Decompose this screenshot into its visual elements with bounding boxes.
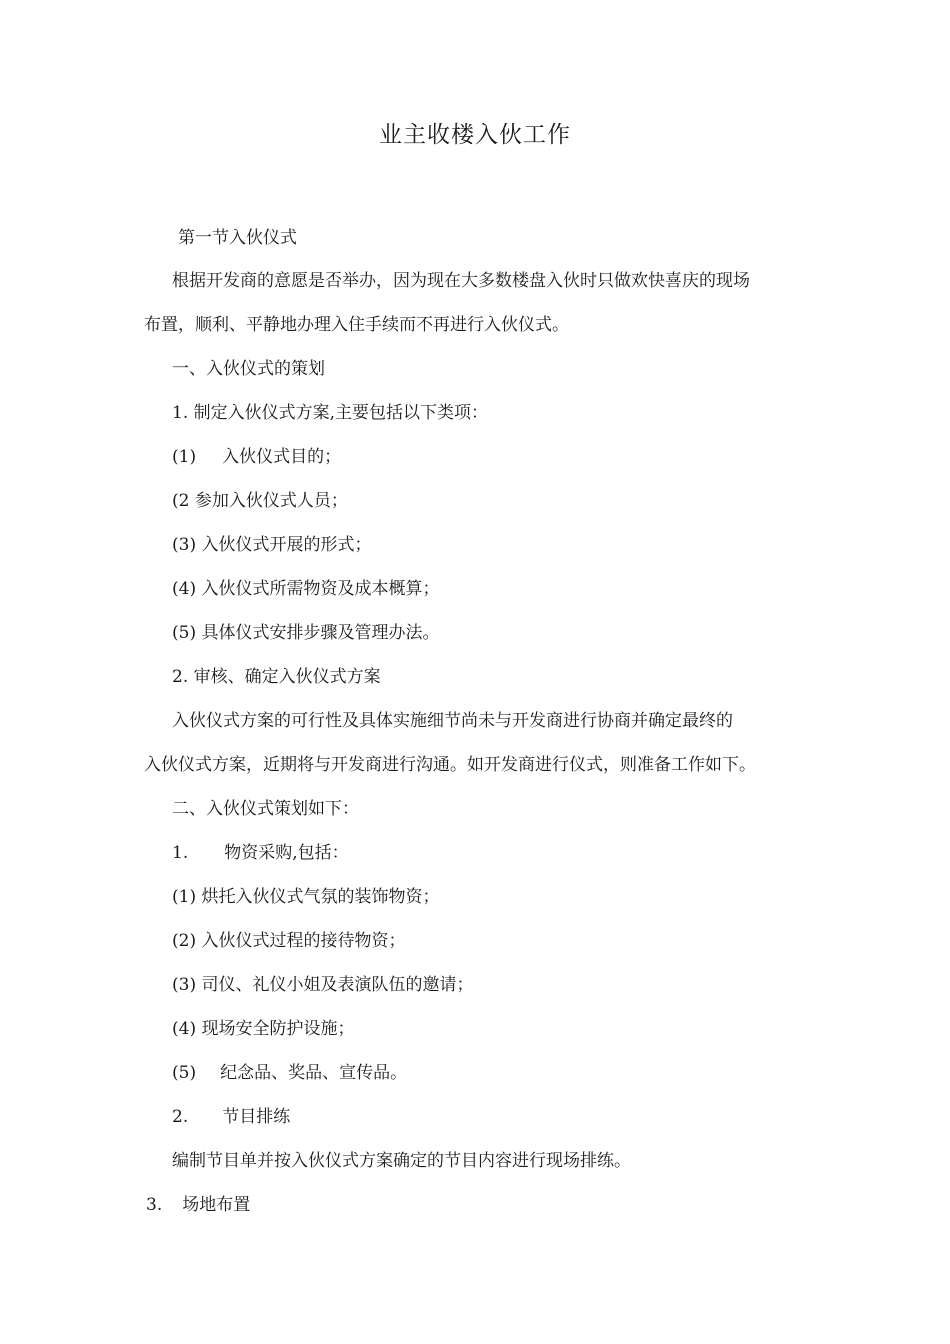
list-item: (2 参加入伙仪式人员；	[172, 491, 348, 511]
paragraph-line: 编制节目单并按入伙仪式方案确定的节目内容进行现场排练。	[172, 1151, 631, 1171]
section-heading: 第一节入伙仪式	[178, 228, 297, 248]
subsection-heading: 二、入伙仪式策划如下：	[172, 799, 359, 819]
list-heading	[146, 1194, 250, 1216]
list-item-marker: (1)	[172, 447, 197, 467]
document-title: 业主收楼入伙工作	[379, 122, 571, 148]
list-heading	[172, 1106, 290, 1128]
list-item: (3) 司仪、礼仪小姐及表演队伍的邀请；	[172, 975, 474, 995]
list-item: (5) 具体仪式安排步骤及管理办法。	[172, 623, 440, 643]
list-item: (3) 入伙仪式开展的形式；	[172, 535, 372, 555]
list-item	[172, 1062, 407, 1084]
list-item-marker: 2.	[172, 1107, 189, 1127]
list-item: (4) 现场安全防护设施；	[172, 1019, 355, 1039]
list-item-text: 节目排练	[222, 1107, 291, 1127]
list-item-marker: 3.	[146, 1195, 163, 1215]
paragraph-line: 根据开发商的意愿是否举办，因为现在大多数楼盘入伙时只做欢快喜庆的现场	[172, 271, 750, 291]
list-item-marker: 1.	[172, 843, 189, 863]
list-heading: 1. 制定入伙仪式方案,主要包括以下类项：	[172, 403, 489, 423]
list-item: (2) 入伙仪式过程的接待物资；	[172, 931, 406, 951]
list-item-text: 物资采购,包括：	[224, 843, 349, 863]
list-item: (4) 入伙仪式所需物资及成本概算；	[172, 579, 440, 599]
list-item-text: 入伙仪式目的；	[222, 447, 342, 467]
list-heading	[172, 842, 349, 864]
list-item	[172, 446, 341, 468]
paragraph-line: 入伙仪式方案，近期将与开发商进行沟通。如开发商进行仪式，则准备工作如下。	[144, 755, 756, 775]
list-heading: 2. 审核、确定入伙仪式方案	[172, 667, 381, 687]
list-item: (1) 烘托入伙仪式气氛的装饰物资；	[172, 887, 440, 907]
list-item-text: 场地布置	[182, 1195, 251, 1215]
paragraph-line: 布置，顺利、平静地办理入住手续而不再进行入伙仪式。	[144, 315, 569, 335]
list-item-text: 纪念品、奖品、宣传品。	[220, 1063, 408, 1083]
list-item-marker: (5)	[172, 1063, 197, 1083]
subsection-heading: 一、入伙仪式的策划	[172, 359, 325, 379]
paragraph-line: 入伙仪式方案的可行性及具体实施细节尚未与开发商进行协商并确定最终的	[172, 711, 733, 731]
